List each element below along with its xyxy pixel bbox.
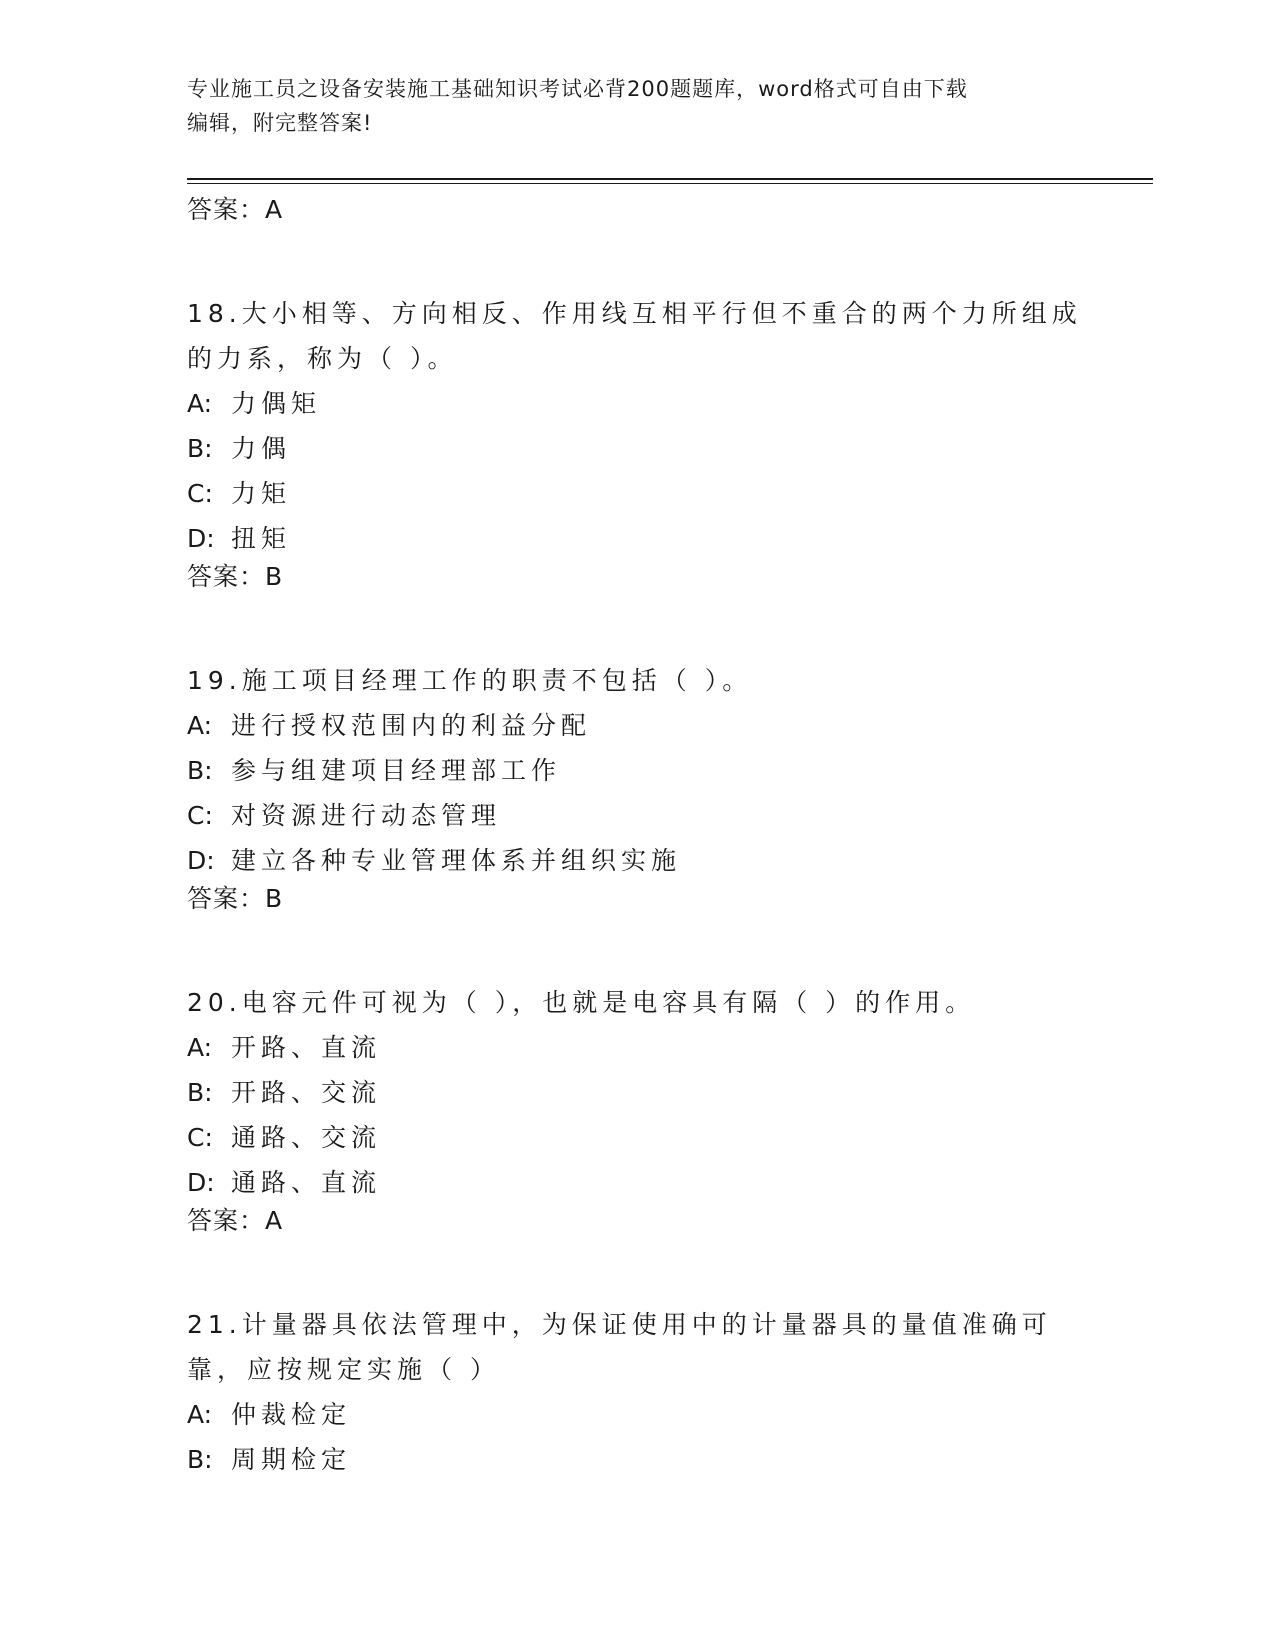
- header-divider-thin: [187, 183, 1153, 184]
- question-list: [187, 190, 1087, 1482]
- option-text: 建立各种专业管理体系并组织实施: [231, 846, 682, 875]
- option-c: [187, 471, 1087, 516]
- question-text: 20.电容元件可视为（ ），也就是电容具有隔（ ）的作用。: [187, 988, 976, 1017]
- option-key: A:: [187, 1033, 213, 1062]
- option-text: 力偶矩: [231, 389, 322, 418]
- question-text: 21.计量器具依法管理中，为保证使用中的计量器具的量值准确可靠，应按规定实施（ ）: [187, 1310, 1052, 1384]
- option-key: D:: [187, 1168, 215, 1197]
- option-text: 仲裁检定: [231, 1400, 352, 1429]
- option-text: 开路、交流: [231, 1078, 382, 1107]
- option-b: [187, 748, 1087, 793]
- answer-line: 答案：B: [187, 884, 284, 913]
- option-a: [187, 381, 1087, 426]
- option-key: B:: [187, 1078, 213, 1107]
- option-text: 扭矩: [231, 524, 292, 553]
- option-text: 进行授权范围内的利益分配: [231, 711, 592, 740]
- question-20: [187, 980, 1087, 1236]
- header-title-line2: 编辑，附完整答案!: [187, 111, 373, 135]
- option-text: 通路、直流: [231, 1168, 382, 1197]
- option-b: [187, 426, 1087, 471]
- option-key: A:: [187, 389, 213, 418]
- option-text: 力矩: [231, 479, 292, 508]
- question-21: [187, 1302, 1087, 1482]
- option-d: [187, 1160, 1087, 1205]
- option-b: [187, 1070, 1087, 1115]
- answer-line: 答案：A: [187, 1206, 284, 1235]
- option-key: A:: [187, 1400, 213, 1429]
- answer-line: 答案：B: [187, 562, 284, 591]
- option-c: [187, 793, 1087, 838]
- option-key: D:: [187, 846, 215, 875]
- option-text: 对资源进行动态管理: [231, 801, 502, 830]
- option-d: [187, 838, 1087, 883]
- option-key: C:: [187, 1123, 213, 1152]
- option-key: C:: [187, 479, 213, 508]
- header-title-line1: 专业施工员之设备安装施工基础知识考试必背200题题库，word格式可自由下载: [187, 77, 968, 101]
- option-text: 开路、直流: [231, 1033, 382, 1062]
- option-key: B:: [187, 434, 213, 463]
- question-text: 18.大小相等、方向相反、作用线互相平行但不重合的两个力所组成的力系，称为（ ）。: [187, 299, 1082, 373]
- option-key: A:: [187, 711, 213, 740]
- option-text: 周期检定: [231, 1445, 352, 1474]
- option-key: D:: [187, 524, 215, 553]
- option-d: [187, 516, 1087, 561]
- question-18: [187, 291, 1087, 592]
- option-key: B:: [187, 756, 213, 785]
- option-a: [187, 703, 1087, 748]
- option-a: [187, 1025, 1087, 1070]
- document-header: [187, 72, 1067, 140]
- option-text: 参与组建项目经理部工作: [231, 756, 562, 785]
- option-a: [187, 1392, 1087, 1437]
- option-key: B:: [187, 1445, 213, 1474]
- option-text: 力偶: [231, 434, 292, 463]
- option-b: [187, 1437, 1087, 1482]
- option-key: C:: [187, 801, 213, 830]
- question-19: [187, 658, 1087, 914]
- question-text: 19.施工项目经理工作的职责不包括（ ）。: [187, 666, 753, 695]
- option-c: [187, 1115, 1087, 1160]
- option-text: 通路、交流: [231, 1123, 382, 1152]
- answer-line: 答案：A: [187, 195, 284, 224]
- header-divider: [187, 178, 1153, 180]
